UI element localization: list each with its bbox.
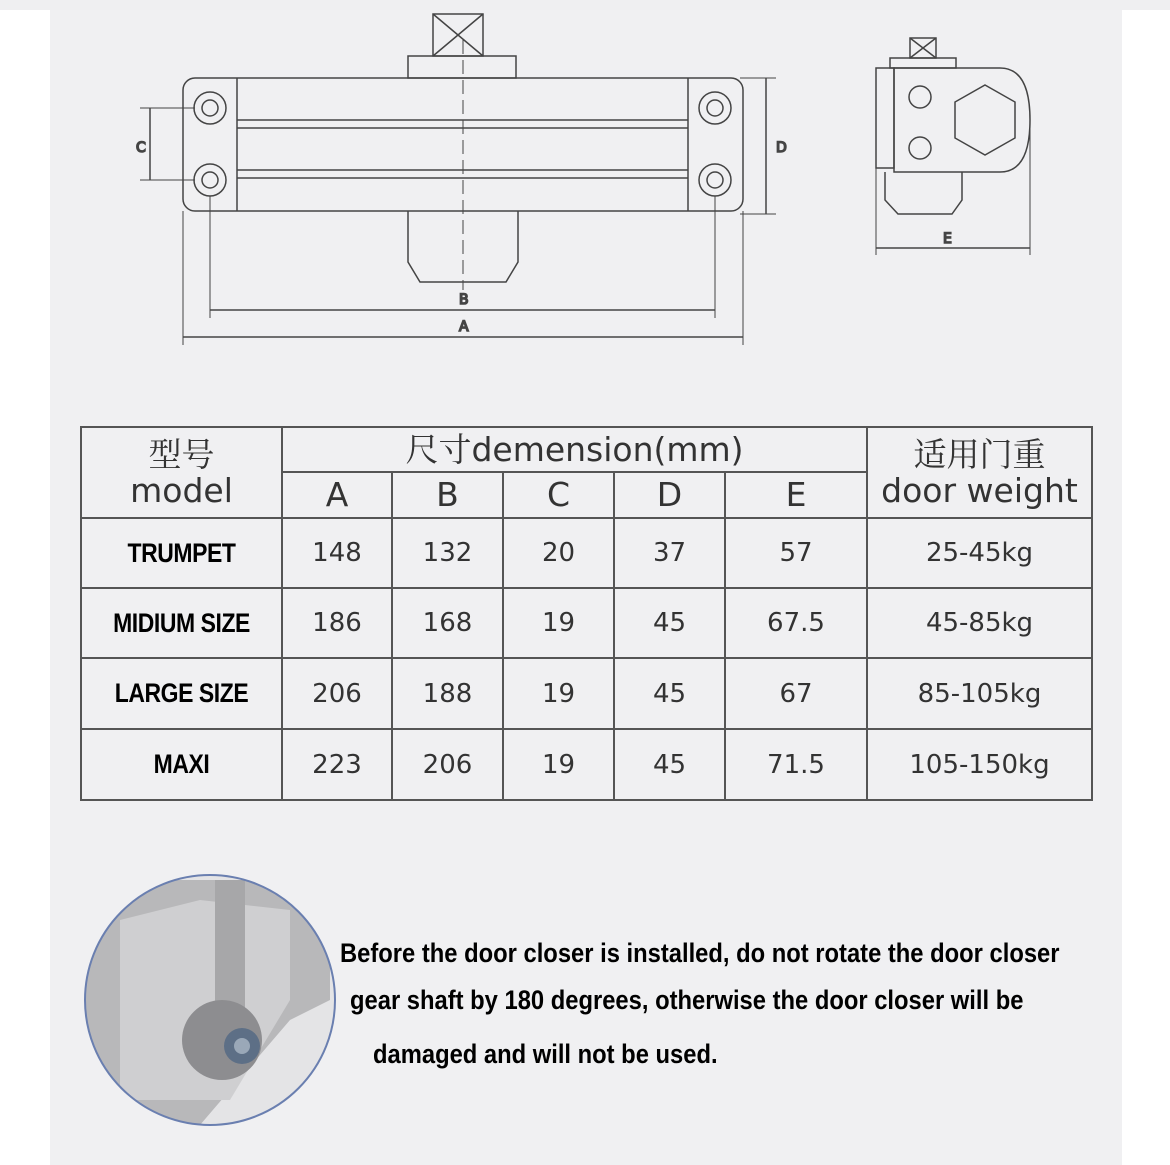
weight-cell: 45-85kg <box>867 588 1092 658</box>
dimension-header: 尺寸demension(mm) <box>282 427 867 472</box>
cell: 188 <box>392 658 503 729</box>
weight-cell: 85-105kg <box>867 658 1092 729</box>
cell: 45 <box>614 658 725 729</box>
cell: 67 <box>725 658 867 729</box>
dim-label-a: A <box>459 319 469 335</box>
model-header-en: model <box>130 470 233 510</box>
model-cell: TRUMPET <box>96 518 267 588</box>
dim-label-b: B <box>459 292 469 308</box>
cell: 223 <box>282 729 392 800</box>
col-b: B <box>392 472 503 518</box>
cell: 19 <box>503 588 614 658</box>
col-d: D <box>614 472 725 518</box>
col-c: C <box>503 472 614 518</box>
cell: 57 <box>725 518 867 588</box>
model-cell: LARGE SIZE <box>96 658 267 729</box>
weight-cell: 25-45kg <box>867 518 1092 588</box>
cell: 206 <box>282 658 392 729</box>
cell: 206 <box>392 729 503 800</box>
warning-line-2: gear shaft by 180 degrees, otherwise the door closer will be <box>350 985 1024 1015</box>
dim-label-d: D <box>776 140 787 156</box>
weight-cell: 105-150kg <box>867 729 1092 800</box>
warning-line-1: Before the door closer is installed, do not rotate the door closer <box>340 938 1060 968</box>
warning-line-3: damaged and will not be used. <box>373 1039 718 1069</box>
model-cell: MAXI <box>96 729 267 800</box>
cell: 67.5 <box>725 588 867 658</box>
cell: 148 <box>282 518 392 588</box>
cell: 168 <box>392 588 503 658</box>
cell: 19 <box>503 658 614 729</box>
model-header-cn: 型号 <box>148 434 215 474</box>
col-e: E <box>725 472 867 518</box>
cell: 71.5 <box>725 729 867 800</box>
dim-label-c: C <box>136 140 146 156</box>
weight-header-cn: 适用门重 <box>913 434 1046 474</box>
cell: 19 <box>503 729 614 800</box>
cell: 37 <box>614 518 725 588</box>
cell: 132 <box>392 518 503 588</box>
cell: 186 <box>282 588 392 658</box>
model-cell: MIDIUM SIZE <box>96 588 267 658</box>
dim-label-e: E <box>943 231 952 247</box>
cell: 45 <box>614 588 725 658</box>
weight-header-en: door weight <box>881 470 1078 510</box>
col-a: A <box>282 472 392 518</box>
cell: 45 <box>614 729 725 800</box>
cell: 20 <box>503 518 614 588</box>
